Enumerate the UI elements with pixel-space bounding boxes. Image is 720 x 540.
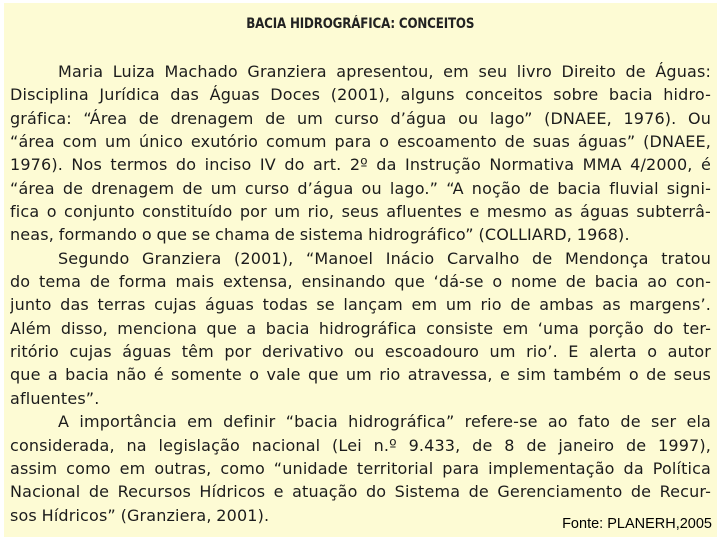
paragraph-line: ritório cujas águas têm por derivativo ou escoadouro um rio’. E alerta o autor xyxy=(10,342,711,362)
paragraph-line: “área com um único exutório comum para o escoamento de suas águas” (DNAEE, xyxy=(10,132,711,152)
document-panel xyxy=(4,3,717,537)
paragraph-line: Maria Luiza Machado Granziera apresentou, em seu livro Direito de Águas: xyxy=(58,62,711,81)
paragraph-line: “área de drenagem de um curso d’água ou lago.” “A noção de bacia fluvial signi- xyxy=(10,178,711,198)
paragraph-line: Disciplina Jurídica das Águas Doces (2001), alguns conceitos sobre bacia hidro- xyxy=(10,85,711,105)
paragraph-line: Além disso, menciona que a bacia hidrográfica consiste em ‘uma porção do ter- xyxy=(10,318,711,338)
source-credit: Fonte: PLANERH,2005 xyxy=(562,516,712,532)
paragraph-line: do tema de forma mais extensa, ensinando que ‘dá-se o nome de bacia ao con- xyxy=(10,272,711,292)
paragraph-line: A importância em definir “bacia hidrográfica” refere-se ao fato de ser ela xyxy=(58,412,711,432)
paragraph-line: sos Hídricos” (Granziera, 2001). xyxy=(10,505,270,525)
paragraph-line: junto das terras cujas águas todas se lançam em um rio de ambas as margens’. xyxy=(10,295,711,315)
paragraph-line: fica o conjunto constituído por um rio, seus afluentes e mesmo as águas subterrâ- xyxy=(10,202,711,222)
paragraph-line: que a bacia não é somente o vale que um rio atravessa, e sim também o de seus xyxy=(10,365,711,385)
document-body xyxy=(10,60,711,527)
page-title: BACIA HIDROGRÁFICA: CONCEITOS xyxy=(246,16,475,32)
paragraph-line: assim como em outras, como “unidade territorial para implementação da Política xyxy=(10,458,711,478)
paragraph-line: Segundo Granziera (2001), “Manoel Inácio Carvalho de Mendonça tratou xyxy=(58,248,711,268)
paragraph-line: neas, formando o que se chama de sistema hidrográfico” (COLLIARD, 1968). xyxy=(10,225,630,245)
paragraph-line: considerada, na legislação nacional (Lei n.º 9.433, de 8 de janeiro de 1997), xyxy=(10,435,711,455)
paragraph-line: 1976). Nos termos do inciso IV do art. 2º da Instrução Normativa MMA 4/2000, é xyxy=(10,155,711,175)
paragraph-line: afluentes”. xyxy=(10,388,100,408)
paragraph-line: Nacional de Recursos Hídricos e atuação do Sistema de Gerenciamento de Recur- xyxy=(10,482,711,502)
paragraph-line: gráfica: “Área de drenagem de um curso d’água ou lago” (DNAEE, 1976). Ou xyxy=(10,108,711,128)
